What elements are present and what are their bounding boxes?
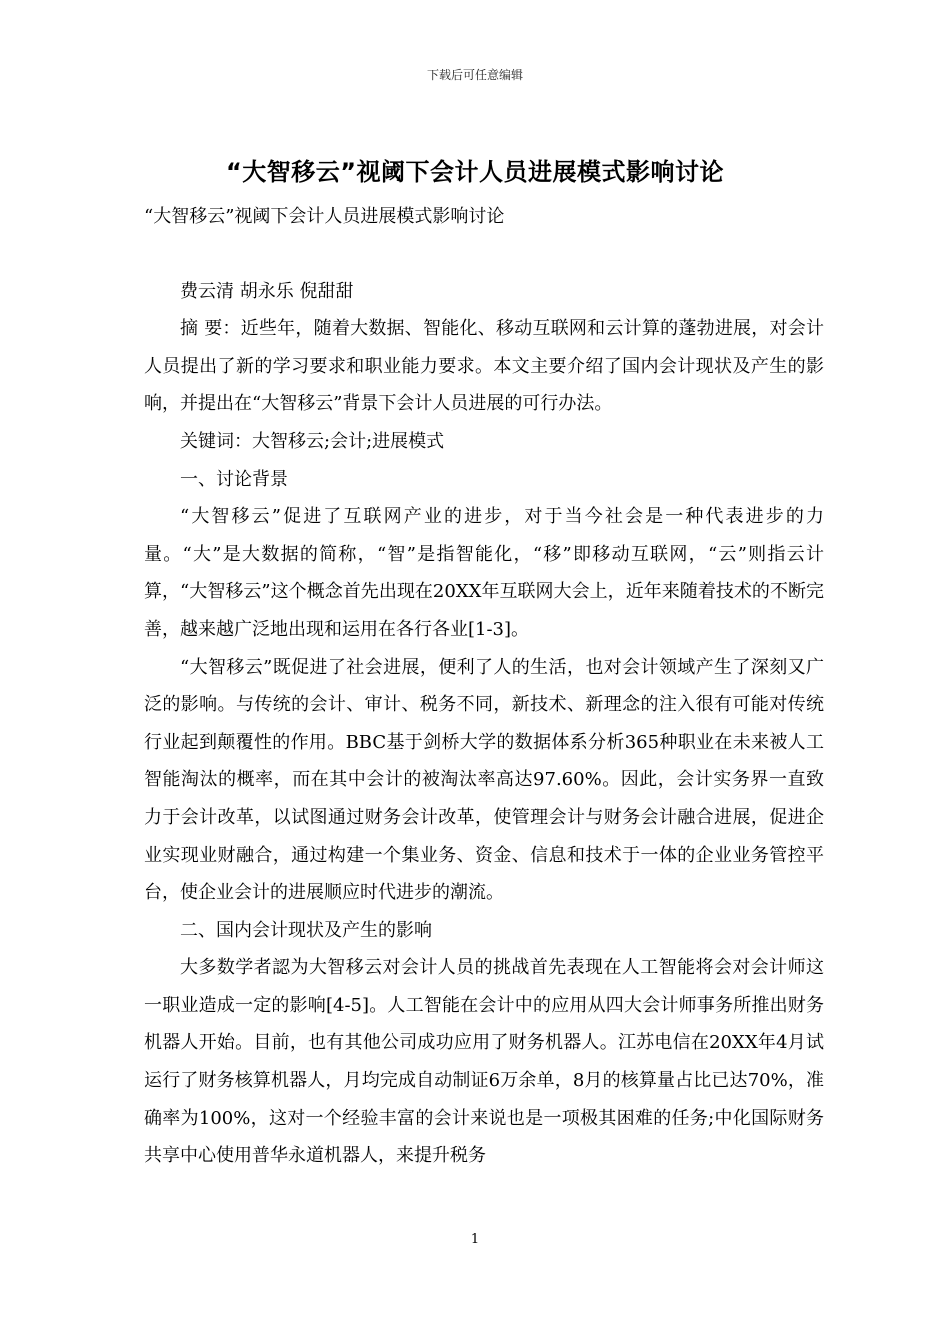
section-heading-background: 一、讨论背景: [180, 468, 288, 490]
document-subtitle: “大智移云”视阈下会计人员进展模式影响讨论: [144, 206, 505, 227]
body-paragraph: “大智移云”促进了互联网产业的进步，对于当今社会是一种代表进步的力量。“大”是大数据的简称，“智”是指智能化，“移”即移动互联网，“云”则指云计算，“大智移云”这个概念首先出现在20XX年互联网大会上，近年来随着技术的不断完善，越来越广泛地出现和运用在各行各业[1-3]。: [144, 506, 824, 640]
keywords-line: 关键词：大智移云;会计;进展模式: [180, 430, 445, 452]
page-number: 1: [470, 1232, 480, 1247]
body-paragraph: “大智移云”既促进了社会进展，便利了人的生活，也对会计领域产生了深刻又广泛的影响。与传统的会计、审计、税务不同，新技术、新理念的注入很有可能对传统行业起到颠覆性的作用。BBC基于剑桥大学的数据体系分析365种职业在未来被人工智能淘汰的概率，而在其中会计的被淘汰率高达97.60%。因此，会计实务界一直致力于会计改革，以试图通过财务会计改革，使管理会计与财务会计融合进展，促进企业实现业财融合，通过构建一个集业务、资金、信息和技术于一体的企业业务管控平台，使企业会计的进展顺应时代进步的潮流。: [144, 656, 824, 904]
body-paragraph: 大多数学者認为大智移云对会计人员的挑战首先表现在人工智能将会对会计师这一职业造成一定的影响[4-5]。人工智能在会计中的应用从四大会计师事务所推出财务机器人开始。目前，也有其他公司成功应用了财务机器人。江苏电信在20XX年4月试运行了财务核算机器人，月均完成自动制证6万余单，8月的核算量占比已达70%，准确率为100%，这对一个经验丰富的会计来说也是一项极其困难的任务;中化国际财务共享中心使用普华永道机器人，来提升税务: [144, 957, 824, 1167]
document-body: [144, 198, 824, 1175]
page-header-note: 下载后可任意编辑: [426, 68, 523, 82]
section-heading-status: 二、国内会计现状及产生的影响: [180, 919, 432, 941]
abstract-paragraph: 摘 要：近些年，随着大数据、智能化、移动互联网和云计算的蓬勃进展，对会计人员提出了新的学习要求和职业能力要求。本文主要介绍了国内会计现状及产生的影响，并提出在“大智移云”背景下会计人员进展的可行办法。: [144, 318, 824, 415]
blank-line: [144, 236, 824, 273]
authors-line: 费云清 胡永乐 倪甜甜: [180, 280, 354, 302]
document-title: “大智移云”视阈下会计人员进展模式影响讨论: [225, 158, 725, 186]
